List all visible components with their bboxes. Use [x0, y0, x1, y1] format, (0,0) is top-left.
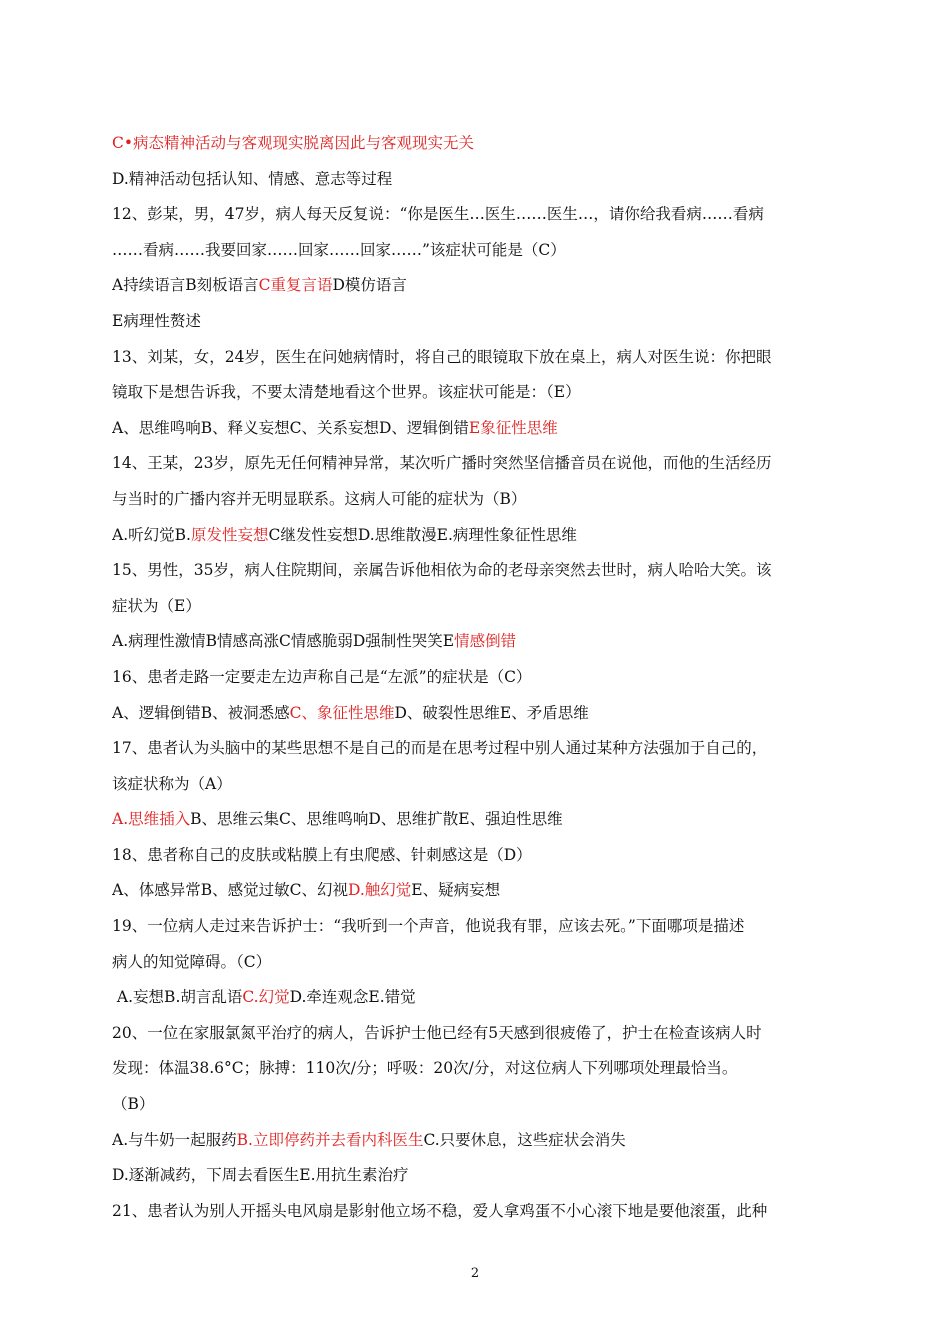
text-segment: D、破裂性思维E、矛盾思维	[394, 703, 589, 722]
text-line	[112, 556, 844, 592]
text-segment: A、体感异常B、感觉过敏C、幻视	[112, 881, 348, 900]
text-segment: 与当时的广播内容并无明显联系。这病人可能的症状为（B）	[112, 489, 527, 508]
text-segment: E、疑病妄想	[411, 881, 501, 900]
answer-highlight: C•病态精神活动与客观现实脱离因此与客观现实无关	[112, 134, 475, 152]
text-line	[112, 805, 844, 841]
text-line	[112, 1161, 844, 1197]
text-segment: 18、患者称自己的皮肤或粘膜上有虫爬感、针刺感这是（D）	[112, 845, 532, 864]
text-line	[112, 663, 844, 699]
text-line	[112, 734, 844, 770]
text-segment: D.逐渐减药，下周去看医生E.用抗生素治疗	[112, 1166, 409, 1185]
answer-highlight: D.触幻觉	[347, 881, 412, 900]
page-number: 2	[470, 1266, 480, 1281]
text-segment: A.病理性激情B情感高涨C情感脆弱D强制性哭笑E	[112, 632, 455, 651]
text-segment: （B）	[112, 1095, 155, 1114]
text-segment: A.妄想B.胡言乱语	[112, 988, 243, 1007]
text-line	[112, 1090, 844, 1126]
text-segment: ……看病……我要回家……回家……回家……”该症状可能是（C）	[112, 240, 566, 259]
text-line	[112, 307, 844, 343]
text-segment: D.精神活动包括认知、情感、意志等过程	[112, 169, 393, 188]
text-line	[112, 378, 844, 414]
text-segment: 14、王某，23岁，原先无任何精神异常，某次听广播时突然坚信播音员在说他，而他的生活经历	[112, 454, 772, 473]
text-segment: 该症状称为（A）	[112, 774, 232, 793]
text-segment: 镜取下是想告诉我，不要太清楚地看这个世界。该症状可能是：（E）	[112, 383, 581, 402]
answer-highlight: 情感倒错	[454, 632, 517, 651]
text-segment: 16、患者走路一定要走左边声称自己是“左派”的症状是（C）	[112, 667, 532, 686]
text-line	[112, 1126, 844, 1162]
text-line	[112, 699, 844, 735]
text-segment: A.听幻觉B.	[112, 525, 191, 544]
text-segment: 症状为（E）	[112, 596, 201, 615]
text-line	[112, 236, 844, 272]
text-segment: C.只要休息，这些症状会消失	[423, 1130, 626, 1149]
text-line	[112, 485, 844, 521]
text-line	[112, 200, 844, 236]
answer-highlight: E象征性思维	[468, 418, 558, 437]
text-line	[112, 1019, 844, 1055]
text-segment: 19、一位病人走过来告诉护士：“我听到一个声音，他说我有罪，应该去死。”下面哪项是描述	[112, 917, 745, 936]
answer-highlight: C.幻觉	[242, 988, 290, 1007]
text-line	[112, 271, 844, 307]
text-line	[112, 343, 844, 379]
text-segment: B、思维云集C、思维鸣响D、思维扩散E、强迫性思维	[190, 810, 563, 829]
text-line	[112, 521, 844, 557]
text-line	[112, 592, 844, 628]
text-segment: 12、彭某，男，47岁，病人每天反复说：“你是医生…医生……医生…，请你给我看病……看病	[112, 205, 764, 224]
text-line	[112, 129, 844, 165]
answer-highlight: 原发性妄想	[190, 525, 269, 544]
text-line	[112, 948, 844, 984]
text-segment: A.与牛奶一起服药	[112, 1130, 237, 1149]
text-segment: A持续语言B刻板语言	[112, 276, 259, 295]
text-line	[112, 414, 844, 450]
text-segment: 20、一位在家服氯氮平治疗的病人，告诉护士他已经有5天感到很疲倦了，护士在检查该病人时	[112, 1023, 762, 1042]
question-list	[112, 129, 844, 1232]
text-segment: A、思维鸣响B、释义妄想C、关系妄想D、逻辑倒错	[112, 418, 469, 437]
text-segment: 15、男性，35岁，病人住院期间，亲属告诉他相依为命的老母亲突然去世时，病人哈哈大笑。该	[112, 561, 772, 580]
text-line	[112, 165, 844, 201]
answer-highlight: B.立即停药并去看内科医生	[236, 1130, 424, 1149]
text-line	[112, 449, 844, 485]
text-segment: D.牵连观念E.错觉	[289, 988, 416, 1007]
answer-highlight: A.思维插入	[112, 810, 191, 829]
text-segment: C继发性妄想D.思维散漫E.病理性象征性思维	[268, 525, 577, 544]
text-segment: 21、患者认为别人开摇头电风扇是影射他立场不稳，爱人拿鸡蛋不小心滚下地是要他滚蛋，此种	[112, 1201, 768, 1220]
text-line	[112, 1197, 844, 1233]
text-line	[112, 770, 844, 806]
text-segment: 17、患者认为头脑中的某些思想不是自己的而是在思考过程中别人通过某种方法强加于自己的，	[112, 739, 768, 758]
answer-highlight: C、象征性思维	[289, 703, 395, 722]
text-segment: 病人的知觉障碍。（C）	[112, 952, 272, 971]
text-segment: E病理性赘述	[112, 311, 201, 330]
text-line	[112, 912, 844, 948]
text-line	[112, 627, 844, 663]
answer-highlight: C重复言语	[258, 276, 333, 295]
text-line	[112, 1054, 844, 1090]
text-segment: A、逻辑倒错B、被洞悉感	[112, 703, 290, 722]
text-segment: 发现：体温38.6°C；脉搏：110次/分；呼吸：20次/分，对这位病人下列哪项处理最恰当。	[112, 1059, 738, 1078]
text-line	[112, 983, 844, 1019]
text-line	[112, 841, 844, 877]
text-line	[112, 876, 844, 912]
text-segment: 13、刘某，女，24岁，医生在问她病情时，将自己的眼镜取下放在桌上，病人对医生说：你把眼	[112, 347, 772, 366]
text-segment: D模仿语言	[332, 276, 407, 295]
